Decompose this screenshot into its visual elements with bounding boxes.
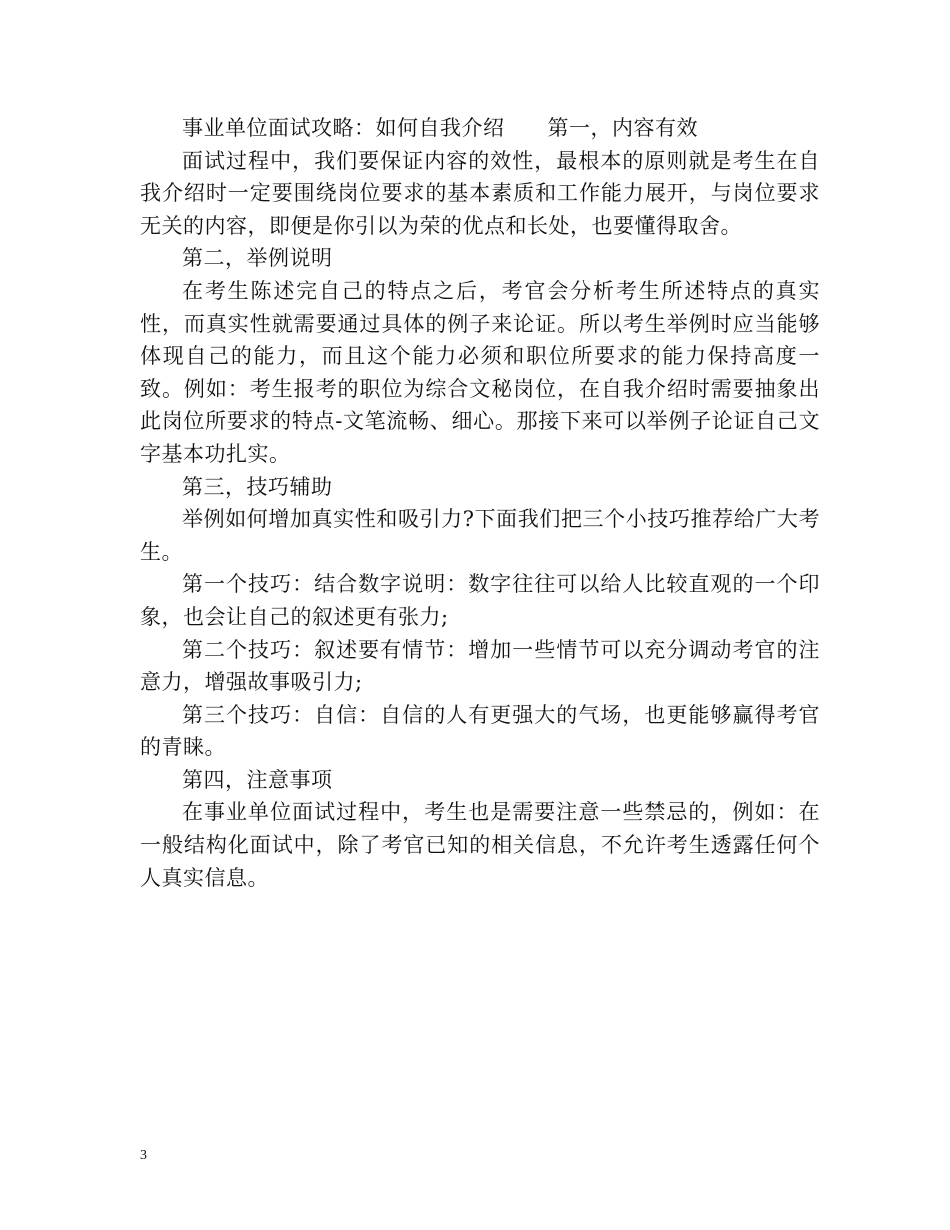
paragraph-title: 事业单位面试攻略：如何自我介绍 第一，内容有效 [182, 116, 698, 140]
paragraph-skill-three: 第三个技巧：自信：自信的人有更强大的气场，也更能够赢得考官的青睐。 [140, 702, 820, 760]
paragraph-example-body: 在考生陈述完自己的特点之后，考官会分析考生所述特点的真实性，而真实性就需要通过具体的例子来论证。所以考生举例时应当能够体现自己的能力，而且这个能力必须和职位所要求的能力保持高度一致。例如：考生报考的职位为综合文秘岗位，在自我介绍时需要抽象出此岗位所要求的特点-文笔流畅、细心。那接下来可以举例子论证自己文字基本功扎实。 [140, 278, 820, 466]
paragraph-skill-one: 第一个技巧：结合数字说明：数字往往可以给人比较直观的一个印象，也会让自己的叙述更有张力; [140, 572, 820, 629]
paragraph-skill-two: 第二个技巧：叙述要有情节：增加一些情节可以充分调动考官的注意力，增强故事吸引力; [140, 637, 820, 695]
paragraph-heading-skills: 第三，技巧辅助 [182, 474, 333, 499]
document-body [140, 112, 820, 894]
paragraph-heading-example: 第二，举例说明 [182, 246, 333, 271]
page-number: 3 [140, 1148, 147, 1163]
paragraph-content-effective: 面试过程中，我们要保证内容的效性，最根本的原则就是考生在自我介绍时一定要围绕岗位要求的基本素质和工作能力展开，与岗位要求无关的内容，即便是你引以为荣的优点和长处，也要懂得取舍。 [140, 148, 820, 238]
paragraph-heading-notes: 第四，注意事项 [182, 767, 333, 792]
paragraph-skills-intro: 举例如何增加真实性和吸引力?下面我们把三个小技巧推荐给广大考生。 [140, 507, 820, 564]
paragraph-notes-body: 在事业单位面试过程中，考生也是需要注意一些禁忌的，例如：在一般结构化面试中，除了考官已知的相关信息，不允许考生透露任何个人真实信息。 [140, 800, 820, 890]
